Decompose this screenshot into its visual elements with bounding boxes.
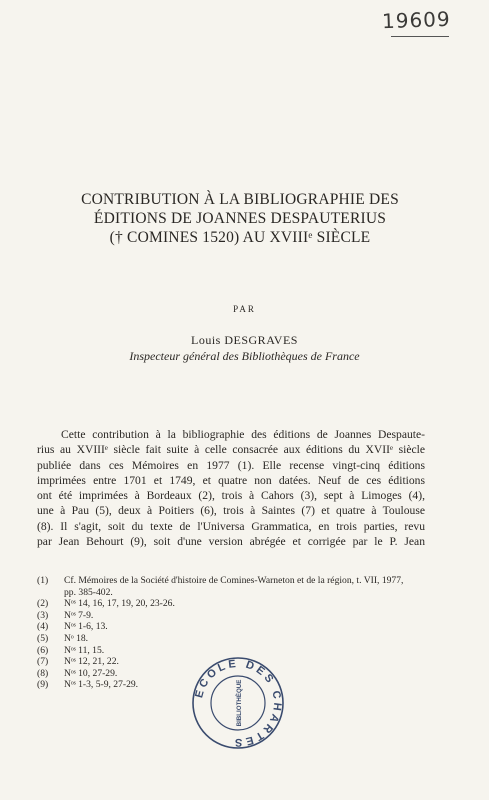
footnote-number: (5): [37, 632, 49, 644]
accession-number: 19609: [381, 6, 452, 34]
title-line-2: ÉDITIONS DE JOANNES DESPAUTERIUS: [93, 210, 387, 227]
body-line: rius au XVIIIᵉ siècle fait suite à celle consacrée aux éditions du XVIIᵉ siècle: [37, 443, 425, 457]
footnote-number: (9): [37, 679, 49, 691]
byline-par: PAR: [233, 304, 256, 314]
title-line-1: CONTRIBUTION À LA BIBLIOGRAPHIE DES: [81, 191, 399, 208]
footnote-number: (8): [37, 667, 49, 679]
footnote-text: Nᵒˢ 11, 15.: [64, 644, 105, 656]
footnote-text: Nᵒˢ 1-3, 5-9, 27-29.: [64, 679, 139, 691]
body-line: Cette contribution à la bibliographie des éditions de Joannes Despaute-: [61, 428, 425, 441]
footnote-text: Nᵒˢ 10, 27-29.: [64, 667, 118, 679]
footnote-text: Nᵒˢ 1-6, 13.: [64, 621, 108, 633]
footnote-number: (3): [37, 609, 49, 621]
footnote-text: Nᵒˢ 7-9.: [64, 609, 94, 621]
footnote-number: (2): [37, 598, 49, 610]
author-affiliation: Inspecteur général des Bibliothèques de France: [129, 349, 360, 363]
footnote-text: pp. 385-402.: [64, 586, 113, 598]
footnote: [37, 587, 437, 599]
footnote-text: Cf. Mémoires de la Société d'histoire de Comines-Warneton et de la région, t. VII, 1977,: [64, 575, 404, 586]
footnote-number: (4): [37, 621, 49, 633]
footnote: [37, 621, 437, 633]
body-line: publiée dans ces Mémoires en 1977 (1). Elle recense vingt-cinq éditions: [37, 458, 425, 472]
body-line: une à Pau (5), deux à Poitiers (6), trois à Saintes (7) et quatre à Toulouse: [37, 504, 425, 518]
footnote-text: Nᵒˢ 12, 21, 22.: [64, 656, 119, 668]
stamp-outer-text: ECOLE DES CHARTES: [193, 657, 284, 749]
body-line: (8). Il s'agit, soit du texte de l'Universa Grammatica, en trois parties, revu: [37, 519, 425, 533]
footnote-number: (6): [37, 644, 49, 656]
body-line: par Jean Behourt (9), soit d'une version abrégée et corrigée par le P. Jean: [37, 535, 425, 549]
footnote: [37, 598, 437, 610]
footnote: [37, 633, 437, 645]
footnote: [37, 575, 437, 587]
body-text: [37, 427, 425, 549]
footnote: [37, 610, 437, 622]
accession-underline: [391, 36, 449, 37]
body-line: imprimées entre 1701 et 1749, et quatre non datées. Neuf de ces éditions: [37, 473, 425, 487]
footnote-number: (1): [37, 575, 49, 586]
author-name: Louis DESGRAVES: [191, 333, 298, 347]
title-line-3: († COMINES 1520) AU XVIIIᵉ SIÈCLE: [109, 229, 371, 246]
library-stamp: [190, 655, 286, 751]
stamp-inner-text: BIBLIOTHÈQUE: [236, 679, 243, 727]
document-title: [40, 190, 440, 247]
footnote-text: Nᵒˢ 14, 16, 17, 19, 20, 23-26.: [64, 598, 175, 610]
footnote-number: (7): [37, 656, 49, 668]
footnote-text: Nᵒ 18.: [64, 632, 89, 644]
body-line: ont été imprimées à Bordeaux (2), trois à Cahors (3), sept à Limoges (4),: [37, 489, 425, 503]
